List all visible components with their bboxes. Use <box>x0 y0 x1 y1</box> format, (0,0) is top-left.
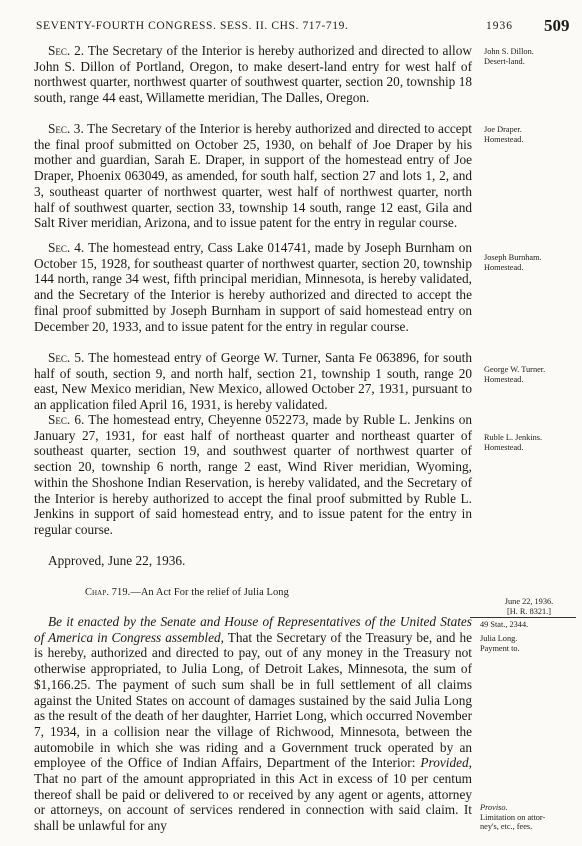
margin-note-dillon <box>484 47 580 66</box>
statute-citation: 49 Stat., 2344. <box>480 620 529 629</box>
chapter-heading <box>85 587 289 598</box>
year: 1936 <box>486 20 513 32</box>
margin-note-line: Homestead. <box>484 134 524 144</box>
section-label: Sec. 3. <box>48 121 84 136</box>
margin-note-turner <box>484 365 580 384</box>
approval-date: Approved, June 22, 1936. <box>48 553 186 568</box>
act-text-2: That no part of the amount appropriated in this Act in excess of 10 per centum thereof shall be paid or delivered to or received by any agent or agents, attorney or attorneys, on account of services rendered in connection with said claim. It shall be unlawful for any <box>34 771 472 834</box>
margin-note-long <box>480 634 576 653</box>
margin-note-proviso <box>480 803 576 832</box>
section-text: The Secretary of the Interior is hereby authorized and directed to allow John S. Dillon of Portland, Oregon, to make desert-land entry for west half of northwest quarter, northwest quarter of southwest quarter, section 20, township 18 south, range 44 east, Willamette meridian, The Dalles, Oregon. <box>34 43 472 106</box>
section-label: Sec. 6. <box>48 412 85 427</box>
section-text: The Secretary of the Interior is hereby authorized and directed to accept the final proof submitted on October 25, 1930, on behalf of Joe Draper by his mother and guardian, Sarah E. Draper, in support of the homestead entry of Joe Draper, Phoenix 063049, as amended, for south half, section 27 and lots 1, 2, and 3, southeast quarter of northwest quarter, west half of northwest quarter, north half of southwest quarter, section 33, township 14 south, range 12 east, Gila and Salt River meridian, Arizona, and to issue patent for the entry in regular course. <box>34 121 472 231</box>
chapter-title: —An Act For the relief of Julia Long <box>130 587 289 598</box>
margin-note-jenkins <box>484 433 580 452</box>
act-body <box>34 614 472 834</box>
section-text: The homestead entry of George W. Turner, Santa Fe 063896, for south half of south, section 9, and north half, section 21, township 1 south, range 20 east, New Mexico meridian, New Mexico, allowed October 27, 1931, pursuant to an application filed April 16, 1931, is hereby validated. <box>34 350 472 413</box>
margin-note-line: Joseph Burnham. <box>484 253 542 262</box>
section-text: The homestead entry, Cass Lake 014741, made by Joseph Burnham on October 15, 1928, for southeast quarter of northwest quarter, section 20, township 144 north, range 34 west, fifth principal meridian, Minnesota, is hereby validated, and the Secretary of the Interior is hereby authorized and directed to accept the final proof submitted by Joseph Burnham in support of said homestead entry on December 20, 1933, and to issue patent for the entry in regular course. <box>34 240 472 334</box>
proviso-keyword: Provided, <box>420 755 472 771</box>
margin-note-line: Ruble L. Jenkins. <box>484 433 543 442</box>
margin-note-line: Julia Long. <box>480 634 518 643</box>
section-label: Sec. 4. <box>48 240 85 255</box>
margin-note-line: Payment to. <box>480 643 520 653</box>
margin-note-draper <box>484 125 580 144</box>
page-header <box>36 18 576 36</box>
section-6 <box>34 412 472 538</box>
margin-note-line: Joe Draper. <box>484 125 522 134</box>
margin-note-line: ney's, etc., fees. <box>480 822 533 832</box>
margin-note-line: Homestead. <box>484 262 524 272</box>
section-label: Sec. 2. <box>48 43 85 58</box>
enacting-clause: Be it enacted by the Senate and House of Representatives of the United States of America in Congress assembled, <box>34 614 472 645</box>
section-5 <box>34 350 472 413</box>
margin-note-line: John S. Dillon. <box>484 47 534 56</box>
approval-date-note: June 22, 1936. <box>504 597 554 606</box>
margin-note-line: Proviso. <box>480 803 508 812</box>
chapter-label: Chap. 719. <box>85 587 131 598</box>
running-head: SEVENTY-FOURTH CONGRESS. SESS. II. CHS. 717-719. <box>36 20 349 32</box>
section-3 <box>34 121 472 231</box>
margin-note-burnham <box>484 253 580 272</box>
section-4 <box>34 240 472 334</box>
section-2 <box>34 43 472 106</box>
margin-note-line: George W. Turner. <box>484 365 546 374</box>
margin-divider <box>470 617 576 618</box>
margin-note-line: Homestead. <box>484 374 524 384</box>
margin-note-line: Desert-land. <box>484 56 525 66</box>
margin-note-line: Homestead. <box>484 442 524 452</box>
margin-date-bill <box>486 597 572 616</box>
section-label: Sec. 5. <box>48 350 85 365</box>
section-text: The homestead entry, Cheyenne 052273, made by Ruble L. Jenkins on January 27, 1931, for east half of northeast quarter and northeast quarter of southeast quarter, section 19, and southwest quarter of northwest quarter of section 20, township 6 north, range 2 east, Wind River meridian, Wyoming, within the Shoshone Indian Reservation, is hereby validated, and the Secretary of the Interior is hereby authorized to accept the final proof submitted by Ruble L. Jenkins in support of said homestead entry, and to issue patent for the entry in regular course. <box>34 412 472 537</box>
bill-number: [H. R. 8321.] <box>506 606 552 616</box>
page-number: 509 <box>544 16 570 35</box>
margin-note-line: Limitation on attor- <box>480 812 546 822</box>
act-text-1: That the Secretary of the Treasury be, and he is hereby, authorized and directed to pay, out of any money in the Treasury not otherwise appropriated, to Julia Long, of Detroit Lakes, Minnesota, the sum of $1,166.25. The payment of such sum shall be in full settlement of all claims against the United States on account of damages sustained by the said Julia Long as the result of the death of her daughter, Harriet Long, which occurred November 7, 1934, in a collision near the village of Richwood, Minnesota, between the automobile in which she was riding and a Government truck operated by an employee of the Office of Indian Affairs, Department of the Interior: <box>34 629 472 771</box>
